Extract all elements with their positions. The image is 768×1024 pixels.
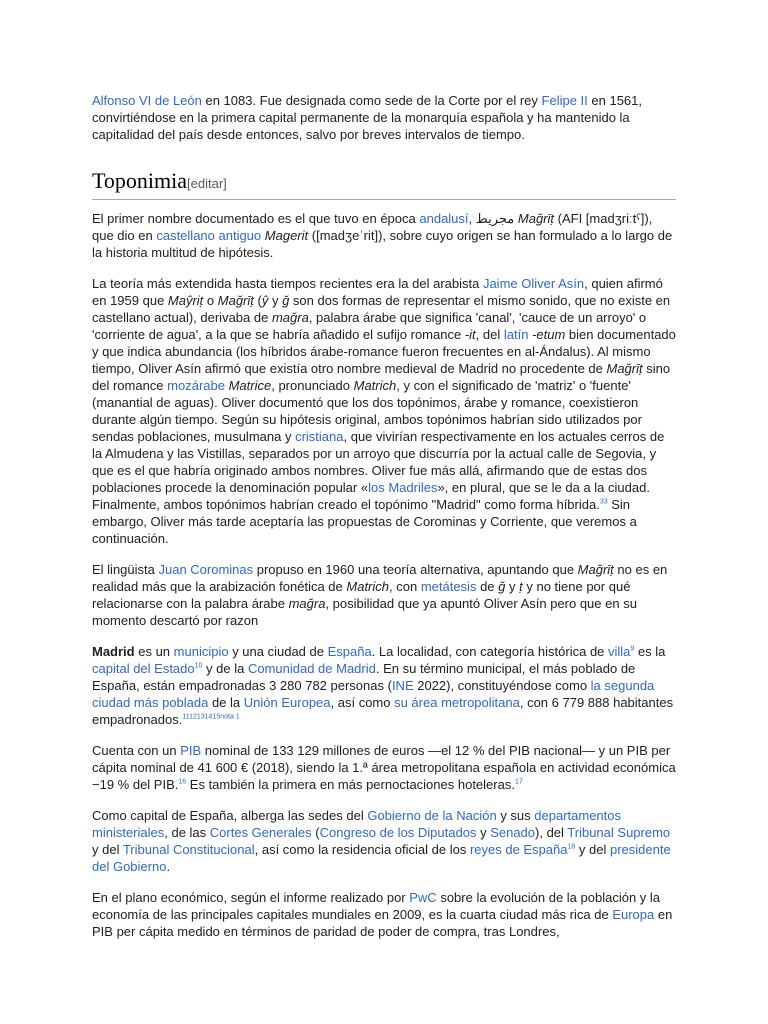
section-title: Toponimia: [92, 168, 188, 193]
term: -it: [464, 327, 476, 342]
link-alfonso-vi[interactable]: Alfonso VI de León: [92, 93, 202, 108]
section-heading-toponimia: [92, 167, 676, 200]
text: y del: [92, 842, 123, 857]
term: ṭ: [519, 579, 523, 594]
text: son dos formas de representar el mismo sonido, que no existe en castellano actual), derivaba de: [92, 293, 671, 325]
term: mağra: [288, 596, 326, 611]
term: Mağrīṭ: [517, 211, 555, 226]
reference-9[interactable]: 9: [630, 645, 635, 653]
reference-16[interactable]: 16: [178, 778, 187, 786]
term: ŷ: [261, 293, 269, 308]
reference-18[interactable]: 18: [567, 843, 576, 851]
link-los-madriles[interactable]: los Madriles: [368, 480, 438, 495]
text: , مجريط: [468, 211, 518, 226]
text: . La localidad, con categoría histórica de: [371, 644, 609, 659]
paragraph-economy: [92, 742, 676, 793]
link-mozarabe[interactable]: mozárabe: [167, 378, 225, 393]
text: , así como: [330, 695, 395, 710]
text: ([madʒeˈrit]), sobre cuyo origen se han formulado a lo largo de la historia multitud de hipótesis.: [92, 228, 673, 260]
link-congreso[interactable]: Congreso de los Diputados: [319, 825, 477, 840]
text: es un: [134, 644, 174, 659]
text: y del: [575, 842, 610, 857]
text: , palabra árabe que significa 'canal', 'cauce de un arroyo' o 'corriente de agua', a la que se habría añadido el sufijo romance: [92, 310, 647, 342]
reference-17[interactable]: 17: [514, 778, 523, 786]
link-presidente-del-gobierno[interactable]: presidente del Gobierno: [92, 842, 671, 874]
edit-section-link[interactable]: editar: [190, 176, 224, 191]
term: Maŷriṭ: [167, 293, 204, 308]
text: .: [166, 859, 171, 874]
reference-10[interactable]: 10: [194, 662, 203, 670]
edit-bracket-open: [: [187, 176, 191, 191]
text: , quien afirmó en 1959 que: [92, 276, 663, 308]
term: Mağrīṭ: [606, 361, 643, 376]
link-metatesis[interactable]: metátesis: [420, 579, 477, 594]
edit-bracket-close: ]: [223, 176, 227, 191]
text: (AFI [madʒriːtˁ]), que dio en: [92, 211, 653, 243]
text: de la: [208, 695, 244, 710]
link-pwc[interactable]: PwC: [409, 890, 437, 905]
term: Matrice: [228, 378, 272, 393]
link-reyes-de-espana[interactable]: reyes de España: [469, 842, 568, 857]
text: en 1561, convirtiéndose en la primera capital permanente de la monarquía española y ha mantenido la capitalidad del país desde entonces, salvo por breves intervalos de tiempo.: [92, 93, 642, 142]
link-jaime-oliver-asin[interactable]: Jaime Oliver Asín: [482, 276, 585, 291]
paragraph-oliver-theory: [92, 275, 676, 547]
link-latin[interactable]: latín: [503, 327, 529, 342]
text: En el plano económico, según el informe realizado por: [92, 890, 410, 905]
text: », en plural, que se le da a la ciudad. Finalmente, ambos topónimos habrían creado el topónimo "Madrid" como forma híbrida.: [92, 480, 650, 512]
link-cristiana[interactable]: cristiana: [295, 429, 344, 444]
term: Magerit: [264, 228, 309, 243]
link-andalusi[interactable]: andalusí: [419, 211, 469, 226]
text: o: [203, 293, 218, 308]
text: La teoría más extendida hasta tiempos recientes era la del arabista: [92, 276, 483, 291]
link-pib[interactable]: PIB: [180, 743, 202, 758]
text: Es también la primera en más pernoctaciones hoteleras.: [186, 777, 515, 792]
text: y sus: [496, 808, 535, 823]
paragraph-madrid-summary: [92, 643, 676, 728]
intro-paragraph: [92, 92, 676, 143]
link-municipio[interactable]: municipio: [173, 644, 229, 659]
text: , con 6 779 888 habitantes empadronados.: [92, 695, 674, 727]
link-castellano-antiguo[interactable]: castellano antiguo: [156, 228, 262, 243]
link-felipe-ii[interactable]: Felipe II: [541, 93, 588, 108]
text: y de la: [202, 661, 248, 676]
text: en 1083. Fue designada como sede de la Corte por el rey: [201, 93, 542, 108]
term: ğ: [498, 579, 506, 594]
text: . En su término municipal, el más poblado de España, están empadronadas 3 280 782 personas (: [92, 661, 636, 693]
article-body: [92, 92, 676, 954]
link-juan-corominas[interactable]: Juan Corominas: [158, 562, 254, 577]
link-union-europea[interactable]: Unión Europea: [243, 695, 331, 710]
text: de: [476, 579, 499, 594]
link-villa[interactable]: villa: [608, 644, 631, 659]
link-espana[interactable]: España: [327, 644, 372, 659]
text: (: [311, 825, 320, 840]
term: mağra: [271, 310, 309, 325]
text: 2022), constituyéndose como: [413, 678, 591, 693]
text: propuso en 1960 una teoría alternativa, apuntando que: [253, 562, 578, 577]
paragraph-corominas: [92, 561, 676, 629]
text: sino del romance: [92, 361, 671, 393]
text: bien documentado y que indica abundancia (los híbridos árabe-romance fueron frecuentes en al-Ándalus). Al mismo tiempo, Oliver Asín afirmó que existía otro nombre medieval de Madrid no procedente de: [92, 327, 676, 376]
term: -etum: [532, 327, 566, 342]
text: y no tiene por qué relacionarse con la palabra árabe: [92, 579, 631, 611]
text: (: [253, 293, 262, 308]
text: sobre la evolución de la población y la economía de las principales capitales mundiales en 2009, es la cuarta ciudad más rica de: [92, 890, 661, 922]
reference-group[interactable]: 1112131415nota 1: [182, 713, 240, 721]
term: ğ: [282, 293, 290, 308]
text: y: [505, 579, 520, 594]
text: El lingüista: [92, 562, 159, 577]
bold-term: Madrid: [92, 644, 135, 659]
paragraph-first-name: [92, 210, 676, 261]
text: no es en realidad más que la arabización fonética de: [92, 562, 668, 594]
link-segunda-ciudad[interactable]: la segunda ciudad más poblada: [92, 678, 655, 710]
text: , de las: [164, 825, 210, 840]
link-departamentos-ministeriales[interactable]: departamentos ministeriales: [92, 808, 622, 840]
term: Mağrīṭ: [577, 562, 614, 577]
link-capital-del-estado[interactable]: capital del Estado: [92, 661, 195, 676]
link-comunidad-de-madrid[interactable]: Comunidad de Madrid: [247, 661, 376, 676]
text: nominal de 133 129 millones de euros —el 12 % del PIB nacional— y un PIB per cápita nominal de 41 600 € (2018), siendo la 1.ª área metropolitana española en actividad económica −19 % del PIB.: [92, 743, 676, 792]
term: Matrich: [346, 579, 390, 594]
link-gobierno-de-la-nacion[interactable]: Gobierno de la Nación: [367, 808, 497, 823]
text: , que vivirían respectivamente en los actuales cerros de la Almudena y las Vistillas, separados por un arroyo que discurría por la actual calle de Segovia, y que es el que habría originado ambos nombres. Oliver fue más allá, afirmando que de estas dos poblaciones procede la denominación popular «: [92, 429, 665, 495]
link-ine[interactable]: INE: [391, 678, 414, 693]
text: Sin embargo, Oliver más tarde aceptaría las propuestas de Corominas y Corriente, que veremos a continuación.: [92, 497, 637, 546]
term: Matrich: [353, 378, 397, 393]
text: , posibilidad que ya apuntó Oliver Asín pero que en su momento descartó por razon: [92, 596, 637, 628]
link-cortes-generales[interactable]: Cortes Generales: [209, 825, 312, 840]
text: , del: [475, 327, 504, 342]
text: Cuenta con un: [92, 743, 181, 758]
text: , pronunciado: [271, 378, 354, 393]
reference-33[interactable]: 33: [599, 498, 608, 506]
text: , así como la residencia oficial de los: [254, 842, 470, 857]
text: en PIB per cápita medido en términos de paridad de poder de compra, tras Londres,: [92, 907, 673, 939]
text: y: [476, 825, 491, 840]
link-europa[interactable]: Europa: [612, 907, 655, 922]
text: El primer nombre documentado es el que tuvo en época: [92, 211, 420, 226]
text: y: [268, 293, 283, 308]
text: y una ciudad de: [228, 644, 328, 659]
link-tribunal-constitucional[interactable]: Tribunal Constitucional: [122, 842, 255, 857]
text: es la: [634, 644, 666, 659]
text: , con: [389, 579, 421, 594]
paragraph-economic-plane: [92, 889, 676, 940]
text: Como capital de España, alberga las sedes del: [92, 808, 368, 823]
term: Mağrīṭ: [217, 293, 254, 308]
text: , y con el significado de 'matriz' o 'fuente' (manantial de aguas). Oliver documentó que los dos topónimos, árabe y romance, coexistieron durante algún tiempo. Según su hipótesis original, ambos topónimos habrían sido utilizados por sendas poblaciones, musulmana y: [92, 378, 642, 444]
link-tribunal-supremo[interactable]: Tribunal Supremo: [567, 825, 671, 840]
link-area-metropolitana[interactable]: su área metropolitana: [394, 695, 520, 710]
paragraph-capital: [92, 807, 676, 875]
text: ), del: [535, 825, 568, 840]
link-senado[interactable]: Senado: [490, 825, 536, 840]
